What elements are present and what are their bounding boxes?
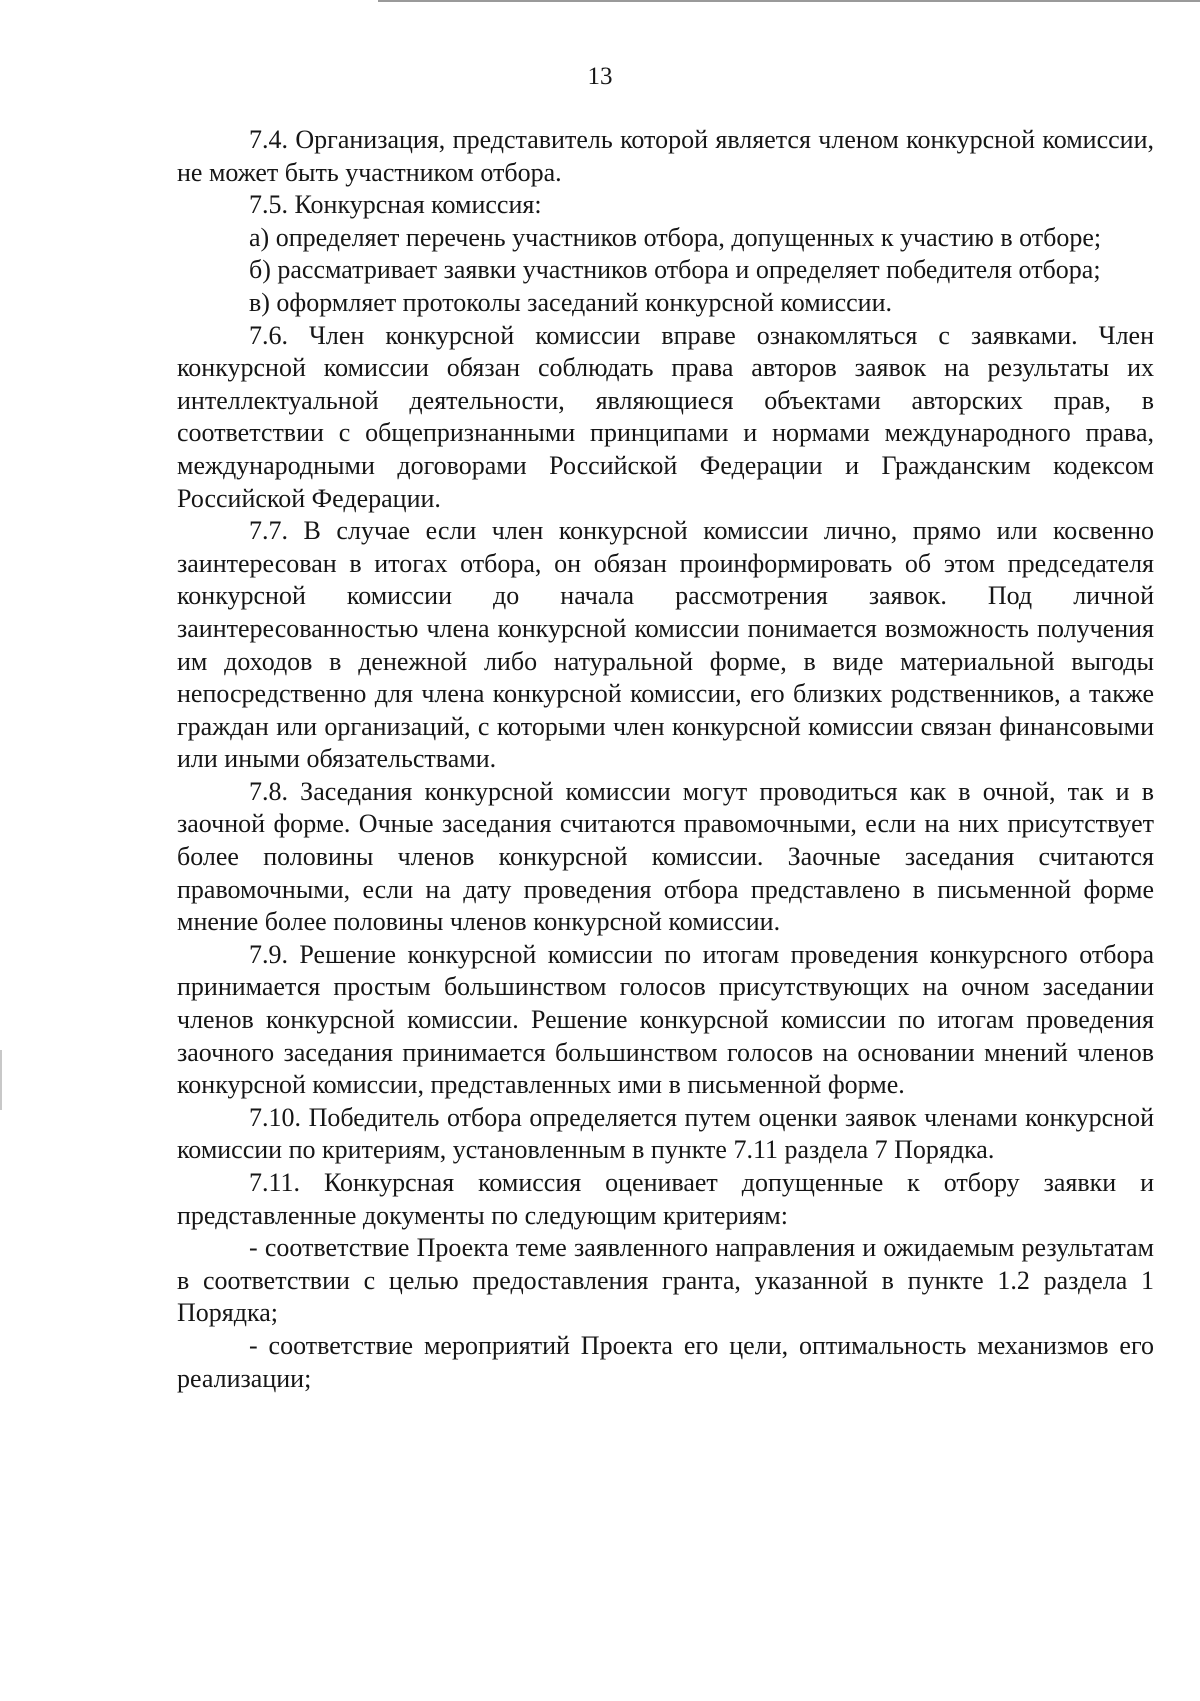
criterion-item: - соответствие мероприятий Проекта его цели, оптимальность механизмов его реализации;	[177, 1330, 1154, 1393]
criterion-item: - соответствие Проекта теме заявленного направления и ожидаемым результатам в соответствии с целью предоставления гранта, указанной в пункте 1.2 раздела 1 Порядка;	[177, 1233, 1154, 1328]
paragraph-7-5-a: а) определяет перечень участников отбора, допущенных к участию в отборе;	[249, 222, 1102, 252]
paragraph-7-5: 7.5. Конкурсная комиссия:	[249, 190, 542, 220]
document-body	[177, 124, 1154, 1395]
paragraph-7-5-b: б) рассматривает заявки участников отбора и определяет победителя отбора;	[249, 255, 1101, 285]
paragraph-7-7: 7.7. В случае если член конкурсной комиссии лично, прямо или косвенно заинтересован в итогах отбора, он обязан проинформировать об этом председателя конкурсной комиссии до начала рассмотрения заявок. Под личной заинтересованностью члена конкурсной комиссии понимается возможность получения им доходов в денежной либо натуральной форме, в виде материальной выгоды непосредственно для члена конкурсной комиссии, его близких родственников, а также граждан или организаций, с которыми член конкурсной комиссии связан финансовыми или иными обязательствами.	[177, 516, 1154, 774]
paragraph-7-11: 7.11. Конкурсная комиссия оценивает допущенные к отбору заявки и представленные документы по следующим критериям:	[177, 1168, 1154, 1230]
paragraph-7-8: 7.8. Заседания конкурсной комиссии могут проводиться как в очной, так и в заочной форме. Очные заседания считаются правомочными, если на них присутствует более половины членов конкурсной комиссии. Заочные заседания считаются правомочными, если на дату проведения отбора представлено в письменной форме мнение более половины членов конкурсной комиссии.	[177, 776, 1154, 937]
scan-edge-left	[0, 1050, 2, 1110]
scan-edge-top	[378, 0, 1200, 2]
paragraph-7-5-v: в) оформляет протоколы заседаний конкурсной комиссии.	[249, 287, 893, 317]
paragraph-7-9: 7.9. Решение конкурсной комиссии по итогам проведения конкурсного отбора принимается простым большинством голосов присутствующих на очном заседании членов конкурсной комиссии. Решение конкурсной комиссии по итогам проведения заочного заседания принимается большинством голосов на основании мнений членов конкурсной комиссии, представленных ими в письменной форме.	[177, 939, 1154, 1100]
paragraph-7-4: 7.4. Организация, представитель которой является членом конкурсной комиссии, не может быть участником отбора.	[177, 125, 1154, 187]
page-number: 13	[587, 63, 613, 90]
paragraph-7-6: 7.6. Член конкурсной комиссии вправе ознакомляться с заявками. Член конкурсной комиссии обязан соблюдать права авторов заявок на результаты их интеллектуальной деятельности, являющиеся объектами авторских прав, в соответствии с общепризнанными принципами и нормами международного права, международными договорами Российской Федерации и Гражданским кодексом Российской Федерации.	[177, 320, 1154, 513]
paragraph-7-10: 7.10. Победитель отбора определяется путем оценки заявок членами конкурсной комиссии по критериям, установленным в пункте 7.11 раздела 7 Порядка.	[177, 1102, 1154, 1165]
